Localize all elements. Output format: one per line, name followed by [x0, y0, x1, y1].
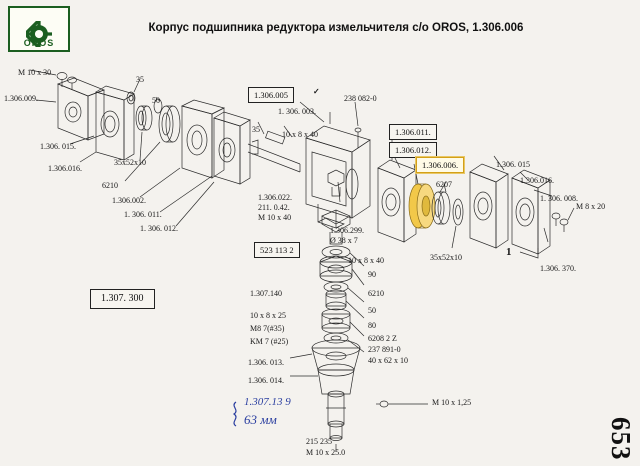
- callout-1306005: 1.306.005: [248, 87, 294, 103]
- part-label: 90: [368, 270, 376, 279]
- callout-1306011: 1.306.011.: [389, 124, 437, 140]
- logo-text: OROS: [23, 38, 55, 48]
- part-label: 237 891-0: [368, 345, 401, 354]
- part-label: 1.306. 015: [496, 160, 530, 169]
- part-label: 6208 2 Z: [368, 334, 397, 343]
- oros-logo: [8, 6, 70, 52]
- part-label: M 8 x 20: [576, 202, 606, 211]
- part-label: 10 x 8 x 40: [348, 256, 384, 265]
- part-label: 6210: [368, 289, 384, 298]
- part-label: 10 x 8 x 25: [250, 311, 286, 320]
- part-label: KM 7 (#25): [250, 337, 289, 346]
- part-label: 40 x 62 x 10: [368, 356, 408, 365]
- part-label: 1: [506, 246, 512, 258]
- part-label: 215 235: [306, 437, 332, 446]
- part-label: 1.306.299.: [330, 226, 364, 235]
- part-label: 35x52x10: [430, 253, 462, 262]
- callout-1306006-highlighted: 1.306.006.: [416, 157, 464, 173]
- part-label: M 10 x 1,25: [432, 398, 472, 407]
- part-label: 1.306.016.: [520, 176, 554, 185]
- page-number: 653: [606, 416, 636, 460]
- part-label: 50: [368, 306, 376, 315]
- part-label: 1. 306. 012.: [140, 224, 178, 233]
- part-label: 1. 306. 003.: [278, 107, 316, 116]
- check-mark: ✓: [313, 87, 320, 96]
- part-label: 35x52x10: [114, 158, 146, 167]
- part-label: 6207: [436, 180, 452, 189]
- part-label: M 10 x 30: [18, 68, 52, 77]
- part-label: 1.307.140: [250, 289, 282, 298]
- part-label: 1. 306. 008.: [540, 194, 578, 203]
- part-label: 1.306. 370.: [540, 264, 576, 273]
- part-label: M 10 x 40: [258, 213, 292, 222]
- part-label: 80: [368, 321, 376, 330]
- handwritten-code: 1.307.13 9: [244, 396, 291, 408]
- handwritten-note: 63 мм: [244, 412, 277, 427]
- part-label: 1.306. 014.: [248, 376, 284, 385]
- part-label: 10 x 8 x 40: [282, 130, 318, 139]
- part-label: 211. 0.42.: [258, 203, 290, 212]
- part-label: 1.306. 015.: [40, 142, 76, 151]
- part-label: 35: [136, 75, 144, 84]
- part-label: 1.306.002.: [112, 196, 146, 205]
- exploded-diagram-vector: [0, 56, 640, 466]
- part-label-boxed: 523 113 2: [254, 242, 300, 258]
- part-label: 1.306.022.: [258, 193, 292, 202]
- part-label: 35: [252, 125, 260, 134]
- part-label: M 10 x 25.0: [306, 448, 346, 457]
- callout-1307300: 1.307. 300: [90, 289, 155, 309]
- part-label: 6210: [102, 181, 118, 190]
- part-label: M8 7(#35): [250, 324, 285, 333]
- part-label: 50: [152, 96, 160, 105]
- part-label: 1.306.009.: [4, 94, 38, 103]
- callout-1306012: 1.306.012.: [389, 142, 437, 158]
- part-label: 1.306. 013.: [248, 358, 284, 367]
- drawing-canvas: [0, 56, 640, 466]
- part-label: Ø 38 x 7: [330, 236, 358, 245]
- part-label: 1. 306. 011.: [124, 210, 162, 219]
- page-title: Корпус подшипника редуктора измельчителя с/о OROS, 1.306.006: [148, 22, 524, 34]
- part-label: 238 082-0: [344, 94, 377, 103]
- part-label: 1.306.016.: [48, 164, 82, 173]
